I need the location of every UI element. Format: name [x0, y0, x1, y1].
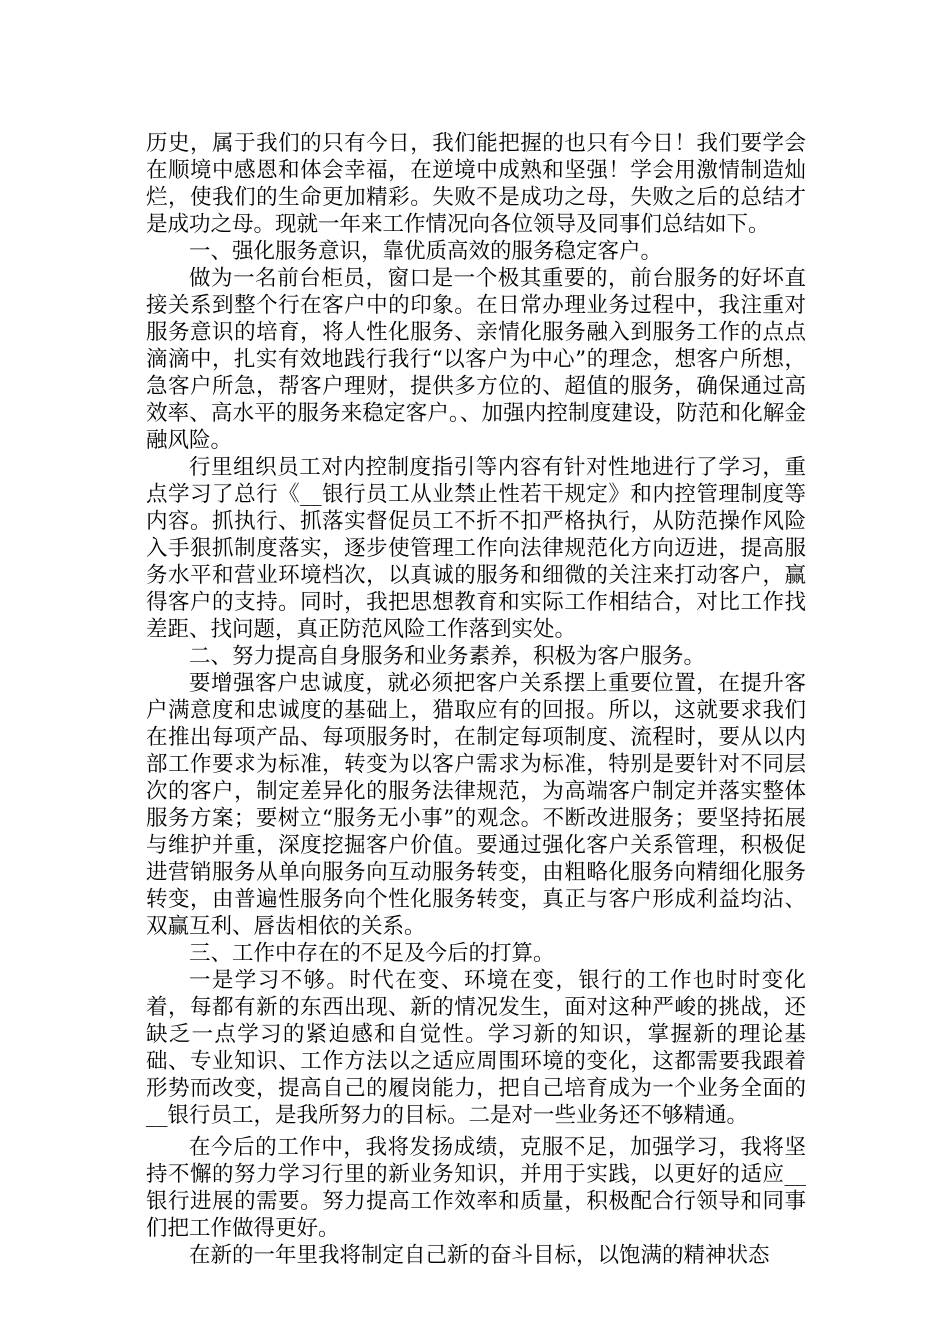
heading-section-3: 三、工作中存在的不足及今后的打算。: [189, 941, 555, 966]
heading-section-1: 一、强化服务意识，靠优质高效的服务稳定客户。: [189, 239, 663, 264]
paragraph-intro: 历史，属于我们的只有今日，我们能把握的也只有今日！我们要学会在顺境中感恩和体会幸福，在逆境中成熟和坚强！学会用激情制造灿烂，使我们的生命更加精彩。失败不是成功之母，失败之后的总结才是成功之母。现就一年来工作情况向各位领导及同事们总结如下。: [146, 131, 806, 237]
paragraph-internal-control: 行里组织员工对内控制度指引等内容有针对性地进行了学习，重点学习了总行《__银行员工从业禁止性若干规定》和内控管理制度等内容。抓执行、抓落实督促员工不折不扣严格执行，从防范操作风险入手狠抓制度落实，逐步使管理工作向法律规范化方向迈进，提高服务水平和营业环境档次，以真诚的服务和细微的关注来打动客户，赢得客户的支持。同时，我把思想教育和实际工作相结合，对比工作找差距、找问题，真正防范风险工作落到实处。: [146, 455, 806, 642]
paragraph-service-awareness: 做为一名前台柜员，窗口是一个极其重要的，前台服务的好坏直接关系到整个行在客户中的印象。在日常办理业务过程中，我注重对服务意识的培育，将人性化服务、亲情化服务融入到服务工作的点点滴滴中，扎实有效地践行我行“以客户为中心”的理念，想客户所想，急客户所急，帮客户理财，提供多方位的、超值的服务，确保通过高效率、高水平的服务来稳定客户。、加强内控制度建设，防范和化解金融风险。: [146, 266, 806, 453]
paragraph-shortcomings: 一是学习不够。时代在变、环境在变，银行的工作也时时变化着，每都有新的东西出现、新的情况发生，面对这种严峻的挑战，还缺乏一点学习的紧迫感和自觉性。学习新的知识，掌握新的理论基础、专业知识、工作方法以之适应周围环境的变化，这都需要我跟着形势而改变，提高自己的履岗能力，把自己培育成为一个业务全面的__银行员工，是我所努力的目标。二是对一些业务还不够精通。: [146, 968, 806, 1128]
paragraph-new-year: 在新的一年里我将制定自己新的奋斗目标，以饱满的精神状态: [189, 1243, 770, 1268]
document-body: [146, 130, 806, 1269]
paragraph-future-work: 在今后的工作中，我将发扬成绩，克服不足，加强学习，我将坚持不懈的努力学习行里的新业务知识，并用于实践，以更好的适应__银行进展的需要。努力提高工作效率和质量，积极配合行领导和同事们把工作做得更好。: [146, 1135, 806, 1241]
paragraph-customer-loyalty: 要增强客户忠诚度，就必须把客户关系摆上重要位置，在提升客户满意度和忠诚度的基础上，猎取应有的回报。所以，这就要求我们在推出每项产品、每项服务时，在制定每项制度、流程时，要从以内部工作要求为标准，转变为以客户需求为标准，特别是要针对不同层次的客户，制定差异化的服务法律规范，为高端客户制定并落实整体服务方案；要树立“服务无小事”的观念。不断改进服务；要坚持拓展与维护并重，深度挖掘客户价值。要通过强化客户关系管理，积极促进营销服务从单向服务向互动服务转变，由粗略化服务向精细化服务转变，由普遍性服务向个性化服务转变，真正与客户形成利益均沾、双赢互利、唇齿相依的关系。: [146, 671, 806, 939]
heading-section-2: 二、努力提高自身服务和业务素养，积极为客户服务。: [189, 644, 706, 669]
